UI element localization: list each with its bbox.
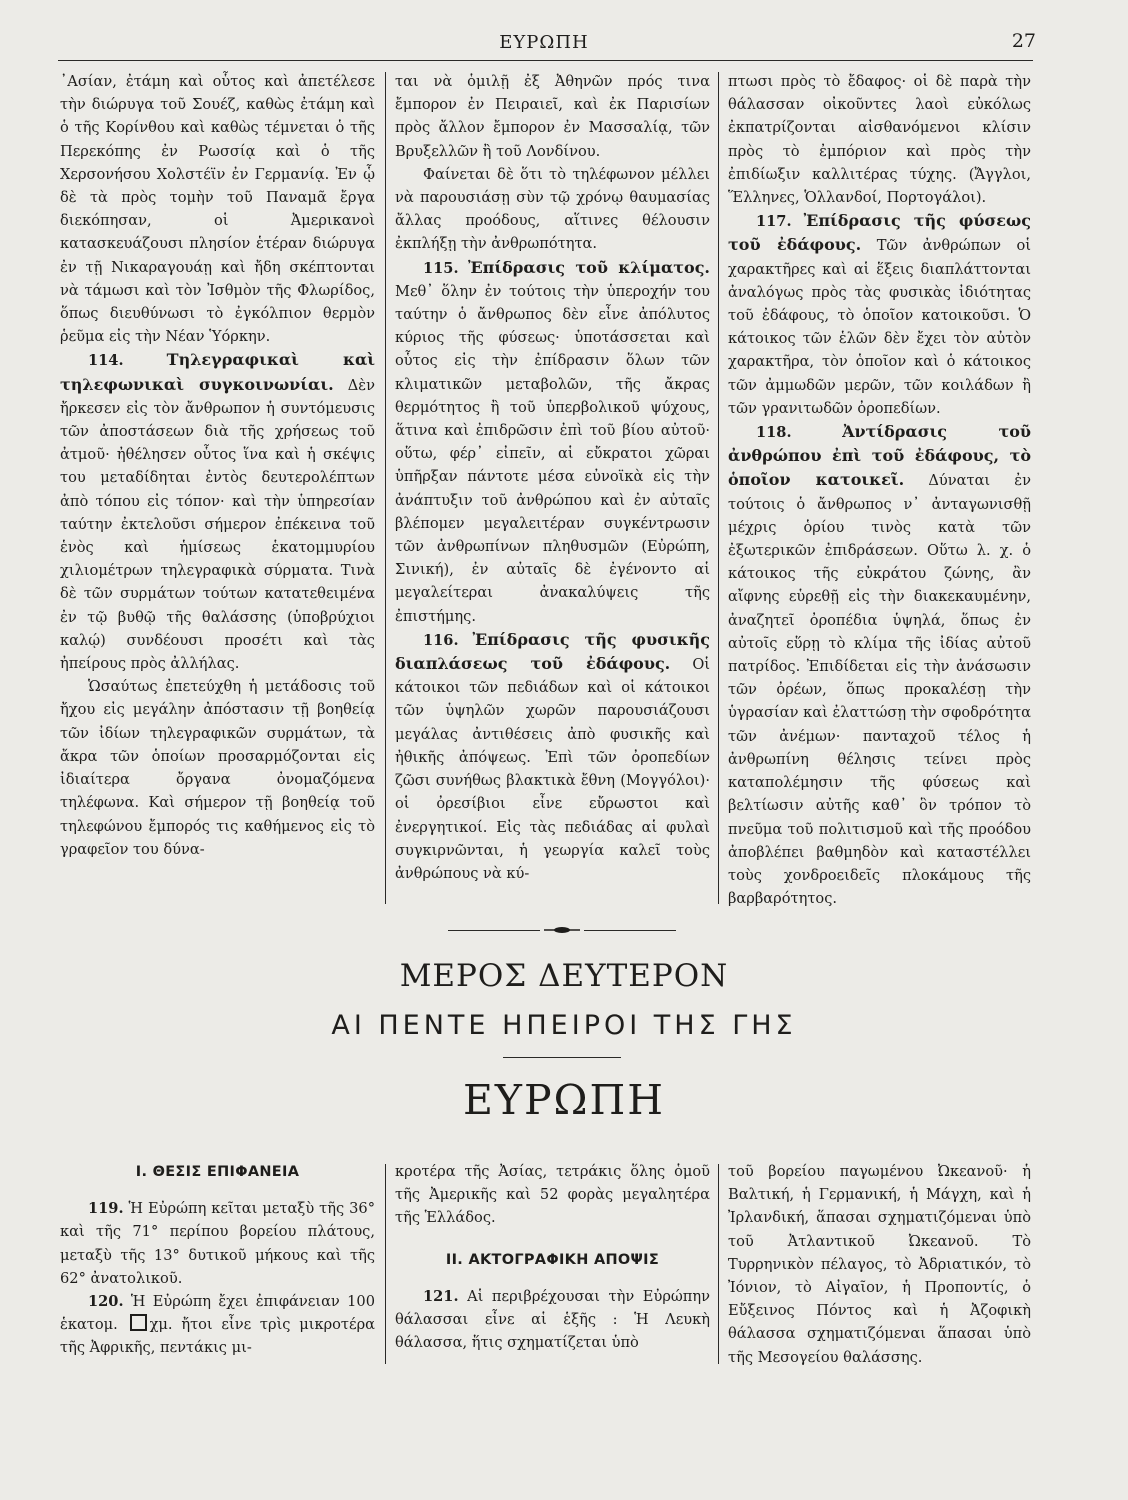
paragraph: ᾿Ασίαν, ἐτάμη καὶ οὗτος καὶ ἀπετέλεσε τὴν διώρυγα τοῦ Σουέζ, καθὼς ἐτάμη καὶ ὁ τῆς Κορίνθου καὶ καθὼς τέμνεται ὁ τῆς Περεκόπης ἐν Ρωσσίᾳ καὶ ὁ τῆς Χερσονήσου Χολστέϊν ἐν Γερμανίᾳ. Ἐν ᾧ δὲ τὰ πρὸς τομὴν τοῦ Παναμᾶ ἔργα διεκόπησαν, οἱ Ἀμερικανοὶ κατασκευάζουσι πλησίον ἑτέραν διώρυγα ἐν τῇ Νικαραγουάῃ καὶ ἤδη σκέπτονται νὰ τάμωσι καὶ τὸν Ἰσθμὸν τῆς Φλωρίδος, ὅπως διευθύνωσι τὸ ἐγκόλπιον θερμὸν ῥεῦμα εἰς τὴν Νέαν Ὑόρκην. [60, 73, 375, 346]
running-title: ΕΥΡΩΠΗ [499, 32, 589, 53]
paragraph: Ὡσαύτως ἐπετεύχθη ἡ μετάδοσις τοῦ ἤχου εἰς μεγάλην ἀπόστασιν τῇ βοηθείᾳ τῶν ἰδίων τηλεγραφικῶν συρμάτων, τὰ ἄκρα τῶν ὁποίων προσαρμόζονται εἰς ἰδιαίτερα ὄργανα ὀνομαζόμενα τηλέφωνα. Καὶ σήμερον τῇ βοηθείᾳ τοῦ τηλεφώνου ἔμπορός τις καθήμενος εἰς τὸ γραφεῖον του δύνα- [60, 678, 375, 858]
section-heading-1: I. ΘΕΣΙΣ ΕΠΙΦΑΝΕΙΑ [135, 1164, 300, 1180]
running-head [60, 30, 1036, 60]
ornament-icon [544, 926, 580, 934]
paragraph: κροτέρα τῆς Ἀσίας, τετράκις ὅλης ὁμοῦ τῆς Ἀμερικῆς καὶ 52 φορὰς μεγαλητέρα τῆς Ἑλλάδος. [395, 1163, 710, 1227]
section-116 [395, 628, 710, 885]
section-text: Ἡ Εὐρώπη ἔχει ἐπιφάνειαν 100 ἑκατομ. [60, 1293, 375, 1334]
square-icon [130, 1314, 147, 1331]
section-117 [728, 209, 1031, 420]
section-number: 118. [756, 424, 792, 442]
section-heading-2: II. ΑΚΤΟΓΡΑΦΙΚΗ ΑΠΟΨΙΣ [445, 1251, 660, 1268]
paragraph: Φαίνεται δὲ ὅτι τὸ τηλέφωνον μέλλει νὰ παρουσιάσῃ σὺν τῷ χρόνῳ θαυμασίας ἄλλας προόδους, αἵτινες θέλουσιν ἐκπλήξῃ τὴν ἀνθρωπότητα. [395, 165, 710, 253]
column-rule [385, 1164, 386, 1364]
section-number: 116. [423, 631, 459, 649]
section-number: 117. [756, 213, 792, 231]
section-text: Δὲν ἤρκεσεν εἰς τὸν ἄνθρωπον ἡ συντόμευσις τῶν ἀποστάσεων διὰ τῆς χρήσεως τοῦ ἀτμοῦ· ἠθέλησεν οὗτος ἵνα καὶ ἡ σκέψις του μεταδίδηται ἐντὸς δευτερολέπτων ἀπὸ τόπου εἰς τόπον· καὶ τὴν ὑπηρεσίαν ταύτην ἐκτελοῦσι σήμερον ἐπέκεινα τοῦ ἑνὸς καὶ ἡμίσεως ἑκατομμυρίου χιλιομέτρων τηλεγραφικὰ σύρματα. Τινὰ δὲ τῶν συρμάτων τούτων κατατεθειμένα ἐν τῷ βυθῷ τῆς θαλάσσης (ὑποβρύχιοι καλῴ) συνδέουσι προσέτι καὶ τὰς ἠπείρους πρὸς ἀλλήλας. [60, 376, 376, 673]
section-114 [60, 348, 375, 675]
column-rule [385, 72, 386, 904]
section-number: 119. [88, 1200, 124, 1218]
paragraph: ται νὰ ὁμιλῇ ἐξ Ἀθηνῶν πρός τινα ἔμπορον ἐν Πειραιεῖ, καὶ ἐκ Παρισίων πρὸς ἄλλον ἔμπορον ἐν Μασσαλίᾳ, τῶν Βρυξελλῶν ἢ τοῦ Λονδίνου. [395, 73, 710, 160]
column-rule [718, 72, 719, 904]
paragraph: τοῦ βορείου παγωμένου Ὠκεανοῦ· ἡ Βαλτική, ἡ Γερμανική, ἡ Μάγχη, καὶ ἡ Ἰρλανδική, ἅπασαι σχηματιζόμεναι ὑπὸ τοῦ Ἀτλαντικοῦ Ὠκεανοῦ. Τὸ Τυρρηνικὸν πέλαγος, τὸ Ἀδριατικόν, τὸ Ἰόνιον, τὸ Αἰγαῖον, ἡ Προποντίς, ὁ Εὔξεινος Πόντος καὶ ἡ Ἀζοφικὴ θάλασσα σχηματιζόμεναι ἅπασαι ὑπὸ τῆς Μεσογείου θαλάσσης. [728, 1163, 1031, 1366]
header-rule [58, 60, 1033, 61]
ornament-line-right [584, 930, 676, 931]
section-title: Ἐπίδρασις τῆς φύσεως τοῦ ἐδάφους. [728, 211, 1031, 255]
bottom-column-3 [728, 1160, 1031, 1369]
paragraph: πτωσι πρὸς τὸ ἔδαφος· οἱ δὲ παρὰ τὴν θάλασσαν οἰκοῦντες λαοὶ εὐκόλως ἐκπατρίζονται αἰσθανόμενοι κλίσιν πρὸς τὸ ἐμπόριον καὶ πρὸς τὴν ἐπιδίωξιν καλλιτέρας τύχης. (Ἄγγλοι, Ἕλληνες, Ὁλλανδοί, Πορτογάλοι). [728, 73, 1031, 207]
section-title: Τηλεγραφικαὶ καὶ τηλεφωνικαὶ συγκοινωνίαι. [60, 350, 375, 394]
section-121 [395, 1285, 710, 1355]
section-text: Τῶν ἀνθρώπων οἱ χαρακτῆρες καὶ αἱ ἕξεις διαπλάττονται ἀναλόγως πρὸς τὰς φυσικὰς ἰδιότητας τοῦ ἐδάφους, τὸ ὁποῖον κατοικοῦσι. Ὁ κάτοικος τῶν ἑλῶν δὲν ἔχει τὸν αὐτὸν χαρακτῆρα, τὸν ὁποῖον καὶ ὁ κάτοικος τῶν ἀμμωδῶν μερῶν, τῶν κοιλάδων ἢ τῶν γρανιτωδῶν ὀροπεδίων. [728, 237, 1031, 417]
ornament-line-left [448, 930, 540, 931]
section-text: Δύναται ἐν τούτοις ὁ ἄνθρωπος ν᾿ ἀνταγωνισθῇ μέχρις ὁρίου τινὸς κατὰ τῶν ἐξωτερικῶν ἐπιδράσεων. Οὕτω λ. χ. ὁ κάτοικος τῆς εὐκράτου ζώνης, ἂν αἴφνης εὑρεθῇ εἰς τὴν διακεκαυμένην, ἀναζητεῖ ὀροπέδια ὑψηλά, ὅπως ἐν αὐτοῖς εὕρῃ τὸ κλίμα τῆς ἰδίας αὐτοῦ πατρίδος. Ἐπιδίδεται εἰς τὴν ἀνάσωσιν τῶν ὀρέων, ὅπως προκαλέσῃ τὴν ὑγρασίαν καὶ ἐλαττώσῃ τὴν σφοδρότητα τῶν ἀνέμων· πανταχοῦ τέλος ἡ ἀνθρωπίνη θέλησις τείνει πρὸς καταπολέμησιν τῆς φύσεως καὶ βελτίωσιν αὐτῆς καθ᾿ ὃν τρόπον τὸ πνεῦμα τοῦ πολιτισμοῦ καὶ τῆς προόδου ἀποβλέπει βαθμηδὸν καὶ καταστέλλει τοὺς χονδροειδεῖς πλοκάμους τῆς βαρβαρότητος. [728, 472, 1032, 908]
section-title: Ἐπίδρασις τοῦ κλίματος. [467, 257, 711, 277]
ornament-divider [448, 926, 676, 936]
bottom-column-1 [60, 1160, 375, 1360]
bottom-column-2 [395, 1160, 710, 1354]
section-title: Ἀντίδρασις τοῦ ἀνθρώπου ἐπὶ τοῦ ἐδάφους, τὸ ὁποῖον κατοικεῖ. [728, 422, 1031, 490]
top-column-1 [60, 70, 375, 861]
chapter-title: ΕΥΡΩΠΗ [462, 1076, 666, 1124]
section-118 [728, 420, 1031, 910]
section-text: Οἱ κάτοικοι τῶν πεδιάδων καὶ οἱ κάτοικοι τῶν ὑψηλῶν χωρῶν παρουσιάζουσι μεγάλας ἀντιθέσεις ἀπὸ φυσικῆς καὶ ἠθικῆς ἀπόψεως. Ἐπὶ τῶν ὀροπεδίων ζῶσι συνήθως βλακτικὰ ἔθνη (Μογγόλοι)· οἱ ὀρεσίβιοι εἶνε εὔρωστοι καὶ ἐνεργητικοί. Εἰς τὰς πεδιάδας αἱ φυλαὶ συγκιρνῶνται, ἡ γεωργία καλεῖ τοὺς ἀνθρώπους νὰ κύ- [395, 656, 711, 882]
part-title: ΜΕΡΟΣ ΔΕΥΤΕΡΟΝ [399, 958, 729, 994]
section-number: 115. [423, 259, 459, 277]
section-119 [60, 1197, 375, 1290]
top-column-2 [395, 70, 710, 885]
part-subtitle: ΑΙ ΠΕΝΤΕ ΗΠΕΙΡΟΙ ΤΗΣ ΓΗΣ [331, 1010, 797, 1041]
column-rule [718, 1164, 719, 1364]
section-text: Ἡ Εὐρώπη κεῖται μεταξὺ τῆς 36° καὶ τῆς 71° περίπου βορείου πλάτους, μεταξὺ τῆς 13° δυτικοῦ μήκους καὶ τῆς 62° ἀνατολικοῦ. [60, 1200, 376, 1287]
section-title: Ἐπίδρασις τῆς φυσικῆς διαπλάσεως τοῦ ἐδάφους. [395, 629, 711, 674]
section-115 [395, 256, 710, 628]
section-number: 114. [88, 352, 124, 370]
section-text: χμ. ἤτοι εἶνε τρὶς μικροτέρα τῆς Ἀφρικῆς, πεντάκις μι- [60, 1316, 376, 1357]
section-text: Αἱ περιβρέχουσαι τὴν Εὐρώπην θάλασσαι εἶνε αἱ ἑξῆς : Ἡ Λευκὴ θάλασσα, ἥτις σχηματίζεται ὑπὸ [395, 1287, 711, 1352]
section-120 [60, 1290, 375, 1360]
page-number: 27 [1011, 30, 1036, 52]
heading-rule [503, 1057, 621, 1058]
section-number: 121. [423, 1287, 459, 1305]
section-number: 120. [88, 1293, 124, 1311]
section-text: Μεθ᾿ ὅλην ἐν τούτοις τὴν ὑπεροχήν του ταύτην ὁ ἄνθρωπος δὲν εἶνε ἀπόλυτος κύριος τῆς φύσεως· ὑποτάσσεται καὶ οὗτος εἰς τὴν ἐπίδρασιν ὅλων τῶν κλιματικῶν μεταβολῶν, τῆς ἄκρας θερμότητος ἢ τοῦ ὑπερβολικοῦ ψύχους, ἅτινα καὶ ἐπιδρῶσιν ἐπὶ τοῦ βίου αὐτοῦ· οὕτω, φέρ᾿ εἰπεῖν, αἱ εὔκρατοι χῶραι ὑπῆρξαν πάντοτε μέσα εὐνοϊκὰ εἰς τὴν ἀνάπτυξιν τοῦ ἀνθρώπου καὶ ἐν αὐταῖς βλέπομεν μεγαλειτέραν συγκέντρωσιν τῶν ἀνθρωπίνων πληθυσμῶν (Εὐρώπη, Σινική), ἐν αὐταῖς δὲ ἐγένοντο αἱ μεγαλείτεραι ἀνακαλύψεις τῆς ἐπιστήμης. [395, 282, 710, 625]
top-column-3 [728, 70, 1031, 910]
